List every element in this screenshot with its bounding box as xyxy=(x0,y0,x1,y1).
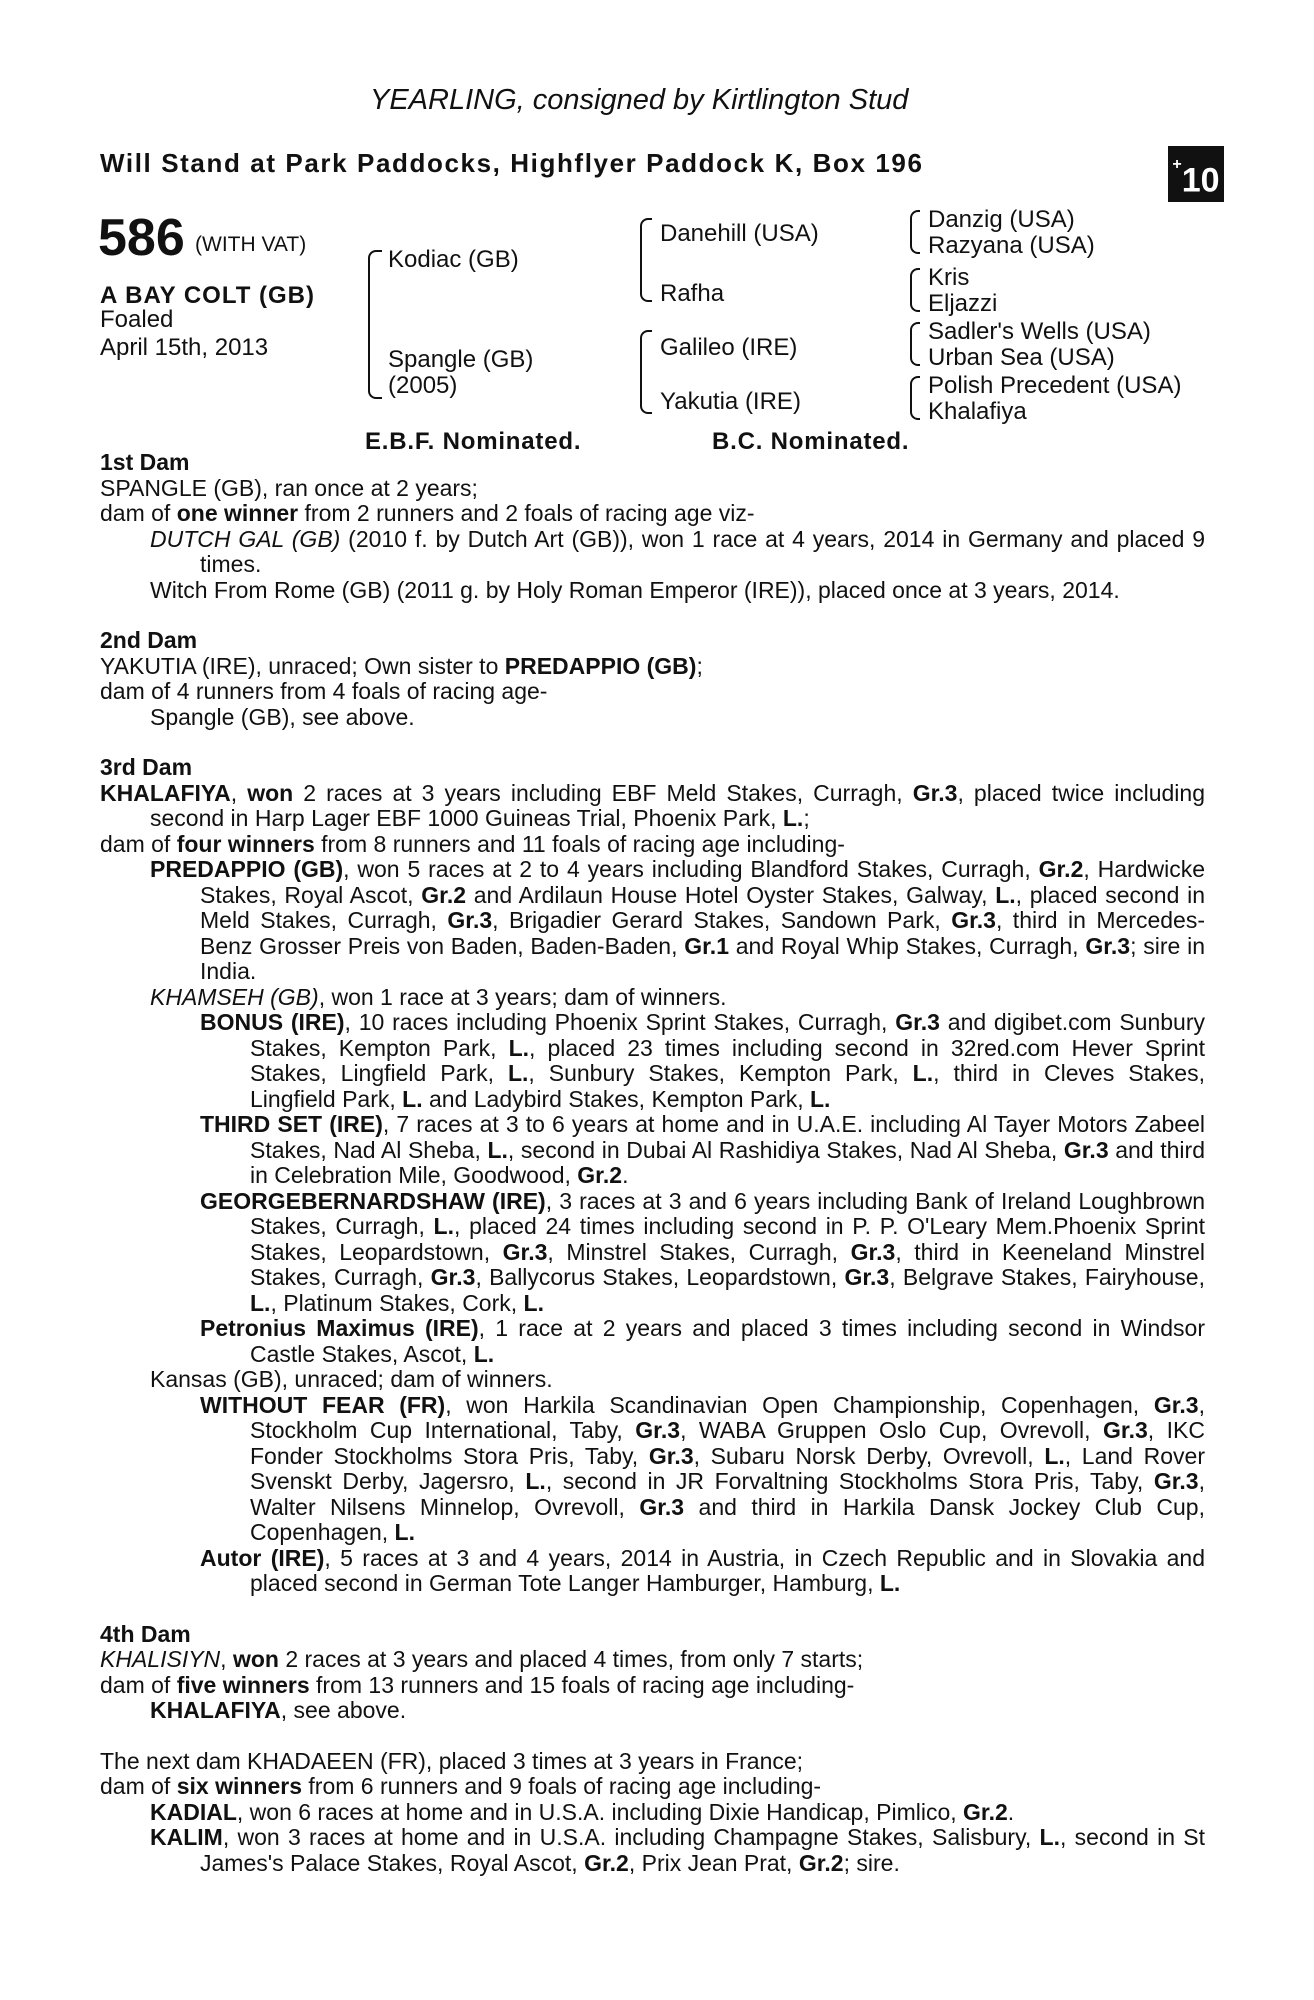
badge-plus: + xyxy=(1172,156,1182,173)
dam2-heading: 2nd Dam xyxy=(100,627,198,653)
lot-number: 586 xyxy=(98,209,185,267)
lot-vat: (WITH VAT) xyxy=(195,233,307,256)
dam4-line1: KHALISIYN, won 2 races at 3 years and placed 4 times, from only 7 starts; xyxy=(100,1646,864,1672)
sire: Kodiac (GB) xyxy=(388,246,519,273)
pedigree-bracket-dam xyxy=(640,330,652,414)
dam2-line3: Spangle (GB), see above. xyxy=(150,703,415,730)
dam1-dam-of: dam of one winner from 2 runners and 2 foals of racing age viz- xyxy=(100,500,755,526)
pedigree-bracket-main xyxy=(368,250,382,399)
next-dam-line2: dam of six winners from 6 runners and 9 foals of racing age including- xyxy=(100,1773,822,1799)
catalogue-body xyxy=(100,450,1205,1876)
dam3-heading: 3rd Dam xyxy=(100,754,193,780)
dam2-line1: YAKUTIA (IRE), unraced; Own sister to PREDAPPIO (GB); xyxy=(100,652,703,679)
bc-nominated: B.C. Nominated. xyxy=(712,428,910,455)
pedigree-bracket-ss xyxy=(910,210,920,254)
pedigree-bracket-dd xyxy=(910,376,920,420)
lot-name: A BAY COLT (GB) xyxy=(100,282,316,309)
pedigree-sdd: Eljazzi xyxy=(928,290,998,317)
dam3-georgebernardshaw: GEORGEBERNARDSHAW (IRE), 3 races at 3 and 6 years including Bank of Ireland Loughbrown Stakes, Curragh, L., placed 24 times including second in P. P. O'Leary Mem.Phoenix Sprint Stakes, Leopardstown, Gr.3, Minstrel Stakes, Curragh, Gr.3, third in Keeneland Minstrel Stakes, Curragh, Gr.3, Ballycorus Stakes, Leopardstown, Gr.3, Belgrave Stakes, Fairyhouse, L., Platinum Stakes, Cork, L. xyxy=(200,1187,1205,1316)
dam1-line1: SPANGLE (GB), ran once at 2 years; xyxy=(100,474,478,501)
dam3-petronius: Petronius Maximus (IRE), 1 race at 2 years and placed 3 times including second in Windsor Castle Stakes, Ascot, L. xyxy=(200,1315,1206,1367)
dam3-bonus: BONUS (IRE), 10 races including Phoenix Sprint Stakes, Curragh, Gr.3 and digibet.com Sunbury Stakes, Kempton Park, L., placed 23 times including second in 32red.com Hever Sprint Stakes, Lingfield Park, L., Sunbury Stakes, Kempton Park, L., third in Cleves Stakes, Lingfield Park, L. and Ladybird Stakes, Kempton Park, L. xyxy=(200,1009,1206,1112)
ebf-nominated: E.B.F. Nominated. xyxy=(365,428,582,455)
dam1-progeny-2: Witch From Rome (GB) (2011 g. by Holy Roman Emperor (IRE)), placed once at 3 years, 2014. xyxy=(150,576,1120,603)
dam3-dam-of: dam of four winners from 8 runners and 11 foals of racing age including- xyxy=(100,830,845,857)
pedigree-ssd: Razyana (USA) xyxy=(928,232,1095,259)
pedigree-sss: Danzig (USA) xyxy=(928,206,1075,233)
dam-sire: Galileo (IRE) xyxy=(660,334,798,361)
pedigree-sds: Kris xyxy=(928,264,970,291)
dam3-predappio: PREDAPPIO (GB), won 5 races at 2 to 4 years including Blandford Stakes, Curragh, Gr.2, Hardwicke Stakes, Royal Ascot, Gr.2 and Ardilaun House Hotel Oyster Stakes, Galway, L., placed second in Meld Stakes, Curragh, Gr.3, Brigadier Gerard Stakes, Sandown Park, Gr.3, third in Mercedes-Benz Grosser Preis von Baden, Baden-Baden, Gr.1 and Royal Whip Stakes, Curragh, Gr.3; sire in India. xyxy=(150,856,1206,984)
badge-number: 10 xyxy=(1181,161,1220,200)
pedigree-dsd: Urban Sea (USA) xyxy=(928,344,1115,371)
pedigree-bracket-sd xyxy=(910,268,920,312)
pedigree-bracket-sire xyxy=(640,218,652,302)
dam3-without-fear: WITHOUT FEAR (FR), won Harkila Scandinavian Open Championship, Copenhagen, Gr.3, Stockholm Cup International, Taby, Gr.3, WABA Gruppen Oslo Cup, Ovrevoll, Gr.3, IKC Fonder Stockholms Stora Pris, Taby, Gr.3, Subaru Norsk Derby, Ovrevoll, L., Land Rover Svenskt Derby, Jagersro, L., second in JR Forvaltning Stockholms Stora Pris, Taby, Gr.3, Walter Nilsens Minnelop, Ovrevoll, Gr.3 and third in Harkila Dansk Jockey Club Cup, Copenhagen, L. xyxy=(200,1391,1206,1545)
sire-sire: Danehill (USA) xyxy=(660,220,819,247)
stand-location: Will Stand at Park Paddocks, Highflyer Paddock K, Box 196 xyxy=(100,148,924,178)
dam2-line2: dam of 4 runners from 4 foals of racing age- xyxy=(100,678,548,704)
pedigree-bracket-ds xyxy=(910,322,920,366)
dam3-kansas: Kansas (GB), unraced; dam of winners. xyxy=(150,1366,553,1392)
dam3-khalafiya: KHALAFIYA, won 2 races at 3 years including EBF Meld Stakes, Curragh, Gr.3, placed twice including second in Harp Lager EBF 1000 Guineas Trial, Phoenix Park, L.; xyxy=(100,779,1205,831)
foaled-date: April 15th, 2013 xyxy=(100,334,269,361)
dam4-heading: 4th Dam xyxy=(100,1620,191,1647)
dam4-line2: dam of five winners from 13 runners and 15 foals of racing age including- xyxy=(100,1671,855,1698)
dam4-line3: KHALAFIYA, see above. xyxy=(150,1697,407,1723)
dam-year: (2005) xyxy=(388,372,458,399)
dam3-khamseh: KHAMSEH (GB), won 1 race at 3 years; dam of winners. xyxy=(150,983,727,1010)
pedigree-ddd: Khalafiya xyxy=(928,398,1027,425)
next-dam-kadial: KADIAL, won 6 races at home and in U.S.A. including Dixie Handicap, Pimlico, Gr.2. xyxy=(150,1798,1015,1825)
sire-dam: Rafha xyxy=(660,280,725,307)
foaled-label: Foaled xyxy=(100,306,174,333)
dam1-heading: 1st Dam xyxy=(100,449,190,475)
day-badge xyxy=(1168,146,1224,202)
dam-dam: Yakutia (IRE) xyxy=(660,388,801,415)
pedigree-dds: Polish Precedent (USA) xyxy=(928,372,1182,399)
pedigree-dss: Sadler's Wells (USA) xyxy=(928,318,1151,345)
next-dam-kalim: KALIM, won 3 races at home and in U.S.A. including Champagne Stakes, Salisbury, L., second in St James's Palace Stakes, Royal Ascot, Gr.2, Prix Jean Prat, Gr.2; sire. xyxy=(150,1824,1205,1876)
next-dam-line1: The next dam KHADAEEN (FR), placed 3 times at 3 years in France; xyxy=(100,1747,804,1774)
dam: Spangle (GB) xyxy=(388,346,534,373)
dam3-third-set: THIRD SET (IRE), 7 races at 3 to 6 years at home and in U.A.E. including Al Tayer Motors Zabeel Stakes, Nad Al Sheba, L., second in Dubai Al Rashidiya Stakes, Nad Al Sheba, Gr.3 and third in Celebration Mile, Goodwood, Gr.2. xyxy=(200,1111,1205,1188)
dam1-progeny-1: DUTCH GAL (GB) (2010 f. by Dutch Art (GB)), won 1 race at 4 years, 2014 in Germany and placed 9 times. xyxy=(150,525,1205,577)
catalogue-header: YEARLING, consigned by Kirtlington Stud xyxy=(370,84,909,116)
dam3-autor: Autor (IRE), 5 races at 3 and 4 years, 2014 in Austria, in Czech Republic and in Slovakia and placed second in German Tote Langer Hamburger, Hamburg, L. xyxy=(200,1544,1205,1596)
